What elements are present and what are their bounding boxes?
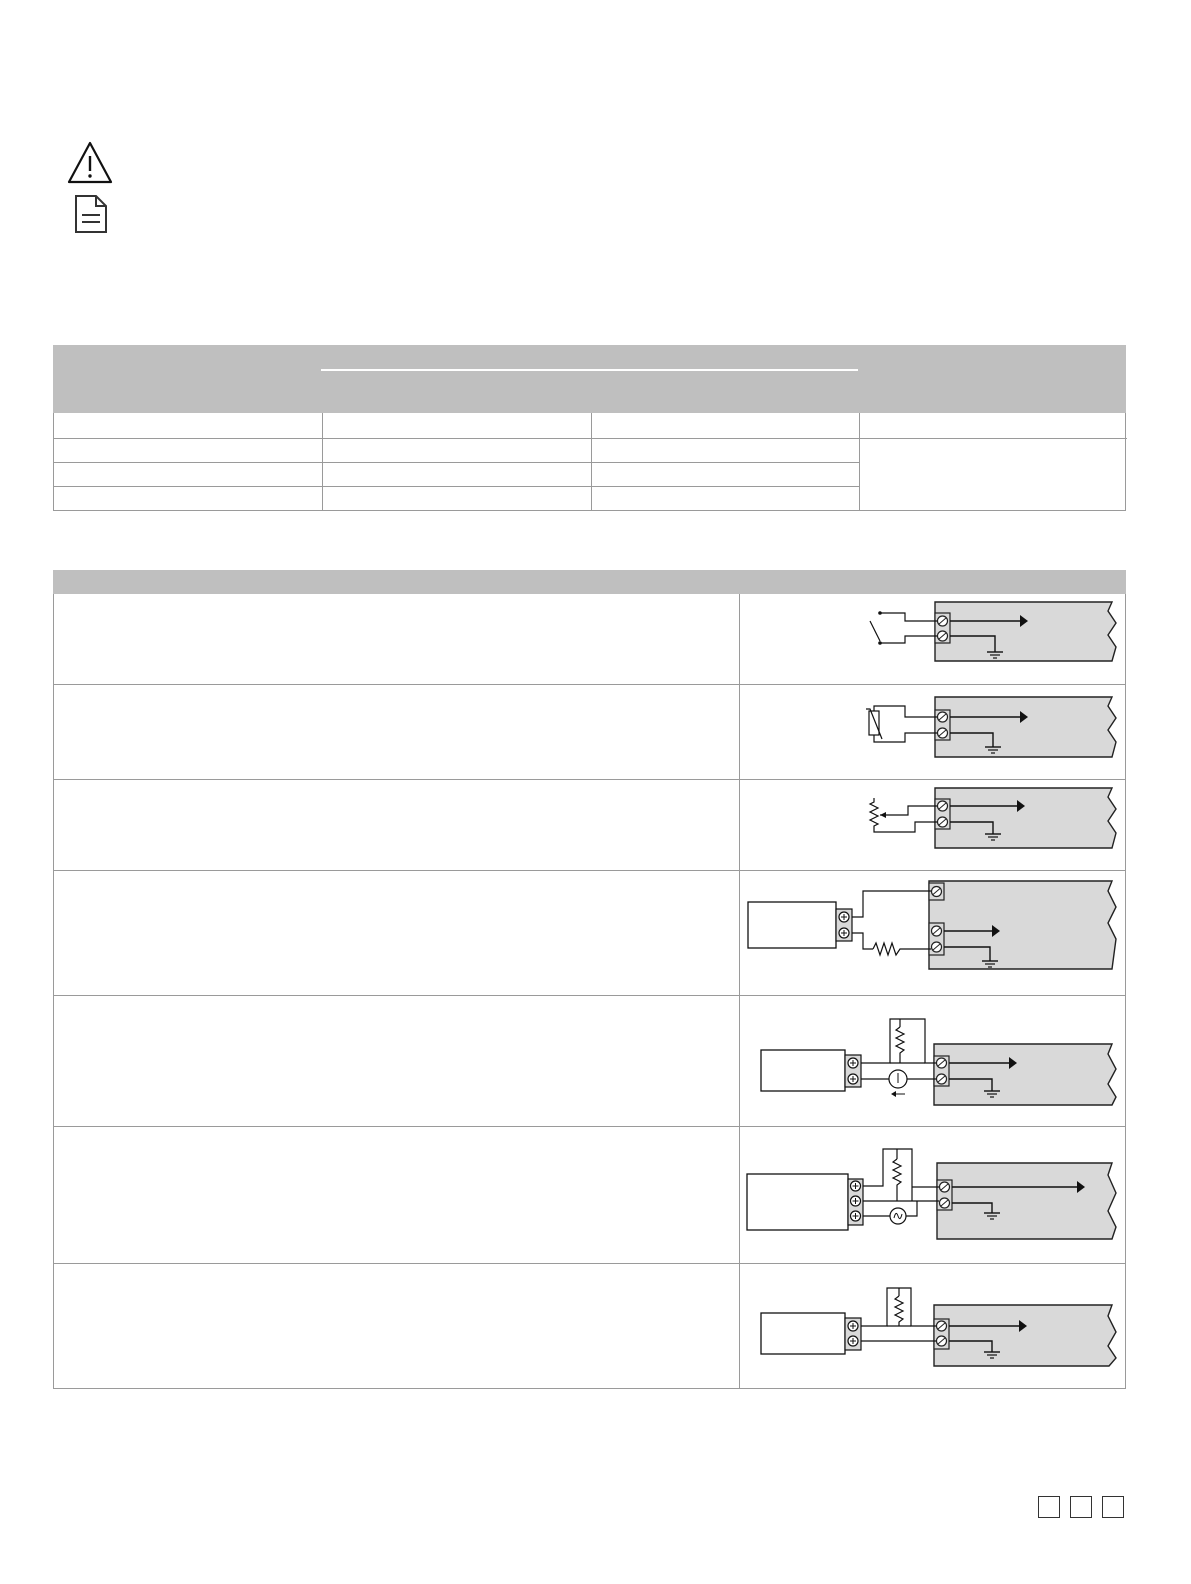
document-note-icon: [74, 194, 108, 234]
external-load-resistor-diagram: [757, 1282, 1120, 1372]
two-wire-transmitter-diagram: [745, 877, 1120, 977]
table-row: [54, 413, 55, 414]
page-number-box: [1102, 1496, 1124, 1518]
three-wire-sensor-diagram: [745, 1143, 1120, 1243]
potentiometer-diagram: [860, 784, 1120, 854]
loop-powered-sensor-diagram: [757, 1013, 1120, 1113]
specification-table-body: [53, 413, 1126, 511]
page-number-box: [1038, 1496, 1060, 1518]
dry-contact-switch-diagram: [860, 597, 1120, 667]
specification-table-header: [53, 345, 1126, 413]
specification-table: [53, 345, 1126, 511]
warning-triangle-icon: [67, 140, 113, 184]
wiring-table-header: [53, 570, 1126, 594]
thermistor-diagram: [860, 693, 1120, 763]
wiring-table-column-divider: [739, 594, 740, 1389]
header-group-rule: [321, 369, 858, 371]
page-number-box: [1070, 1496, 1092, 1518]
